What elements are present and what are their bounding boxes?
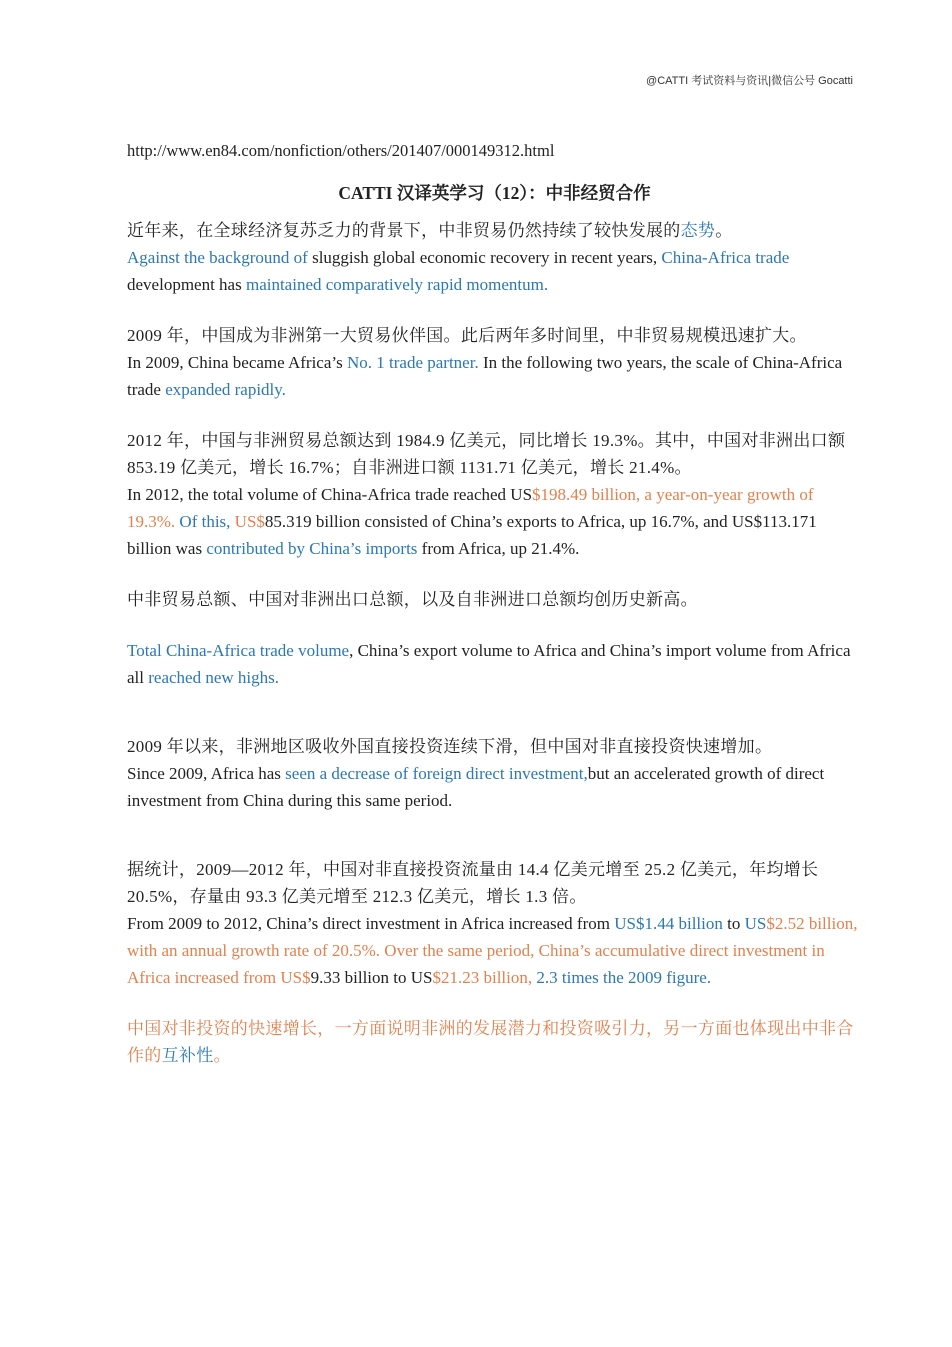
text-segment: from Africa, up 21.4%. [417, 539, 580, 558]
text-segment: sluggish global economic recovery in recent years, [307, 248, 662, 267]
highlight-term: Against the background of [127, 248, 308, 267]
highlight-term: contributed by China’s imports [206, 539, 418, 558]
page-title: CATTI 汉译英学习（12）：中非经贸合作 [338, 183, 651, 203]
highlight-term: $2.52 billion, with an annual growth rate of 20.5%. Over the same period, China’s accumulative direct investment in Africa increased from US$ [127, 914, 858, 987]
highlight-term: US$ [230, 512, 265, 531]
text-segment: In the following two years, the scale of China-Africa trade [127, 353, 843, 399]
paragraph-3-english [127, 481, 862, 562]
paragraph-6-english [127, 910, 862, 991]
text-segment: but an accelerated growth of direct investment from China during this same period. [127, 764, 825, 810]
paragraph-2-chinese: 2009 年，中国成为非洲第一大贸易伙伴国。此后两年多时间里，中非贸易规模迅速扩大。 [127, 326, 807, 345]
text-segment: US [410, 968, 433, 987]
paragraph-1-chinese [127, 217, 862, 244]
highlight-term: US$1.44 billion [614, 914, 723, 933]
text-segment: 。 [715, 221, 733, 240]
highlight-term: reached new highs. [148, 668, 280, 687]
highlight-term: $21.23 billion, [432, 968, 533, 987]
highlight-term: maintained comparatively rapid momentum. [245, 275, 549, 294]
source-url: http://www.en84.com/nonfiction/others/201407/000149312.html [127, 141, 555, 160]
document-body [127, 140, 862, 1069]
paragraph-7-chinese [127, 1015, 862, 1069]
highlight-term: US [744, 914, 767, 933]
text-segment: 中国对非投资的快速增长，一方面说明非洲的发展潜力和投资吸引力，另一方面也体现出中非合作的 [127, 1019, 854, 1065]
paragraph-3-chinese: 2012 年，中国与非洲贸易总额达到 1984.9 亿美元，同比增长 19.3%。其中，中国对非洲出口额 853.19 亿美元，增长 16.7%；自非洲进口额 1131.71 亿美元，增长 21.4%。 [127, 431, 846, 477]
paragraph-4-english [127, 637, 862, 691]
highlight-term: 互补性 [161, 1046, 214, 1065]
text-segment: to [722, 914, 745, 933]
text-segment: Since 2009, Africa has [127, 764, 286, 783]
paragraph-4-chinese: 中非贸易总额、中国对非洲出口总额，以及自非洲进口总额均创历史新高。 [127, 590, 698, 609]
text-segment: 9.33 billion to [310, 968, 411, 987]
highlight-term: seen a decrease of foreign direct investment, [285, 764, 588, 783]
paragraph-1-english [127, 244, 862, 298]
highlight-term: No. 1 trade partner. [347, 353, 479, 372]
text-segment: 近年来，在全球经济复苏乏力的背景下，中非贸易仍然持续了较快发展的 [127, 221, 681, 240]
highlight-term: Of this, [175, 512, 231, 531]
highlight-term: 态势 [680, 221, 716, 240]
text-segment: 85.319 billion consisted of China’s exports to Africa, up 16.7%, and US$113.171 billion was [127, 512, 817, 558]
header-watermark-note: @CATTI 考试资料与资讯|微信公号 Gocatti [646, 75, 853, 87]
paragraph-2-english [127, 349, 862, 403]
paragraph-5-english [127, 760, 862, 814]
text-segment: In 2012, the total volume of China-Africa trade reached US [127, 485, 533, 504]
text-segment: From 2009 to 2012, China’s direct investment in Africa increased from [127, 914, 615, 933]
text-segment: 。 [213, 1046, 231, 1065]
highlight-term: 2.3 times the 2009 figure. [532, 968, 712, 987]
highlight-term: expanded rapidly. [165, 380, 286, 399]
highlight-term: $198.49 billion, a year-on-year growth of 19.3%. [127, 485, 814, 531]
text-segment: In 2009, China became Africa’s [127, 353, 347, 372]
text-segment: development has [127, 275, 246, 294]
highlight-term: China-Africa trade [661, 248, 790, 267]
paragraph-5-chinese: 2009 年以来，非洲地区吸收外国直接投资连续下滑，但中国对非直接投资快速增加。 [127, 737, 773, 756]
paragraph-6-chinese: 据统计，2009—2012 年，中国对非直接投资流量由 14.4 亿美元增至 25.2 亿美元，年均增长 20.5%，存量由 93.3 亿美元增至 212.3 亿美元，增长 1.3 倍。 [127, 860, 819, 906]
highlight-term: Total China-Africa trade volume [127, 641, 350, 660]
text-segment: , China’s export volume to Africa and China’s import volume from Africa all [127, 641, 851, 687]
